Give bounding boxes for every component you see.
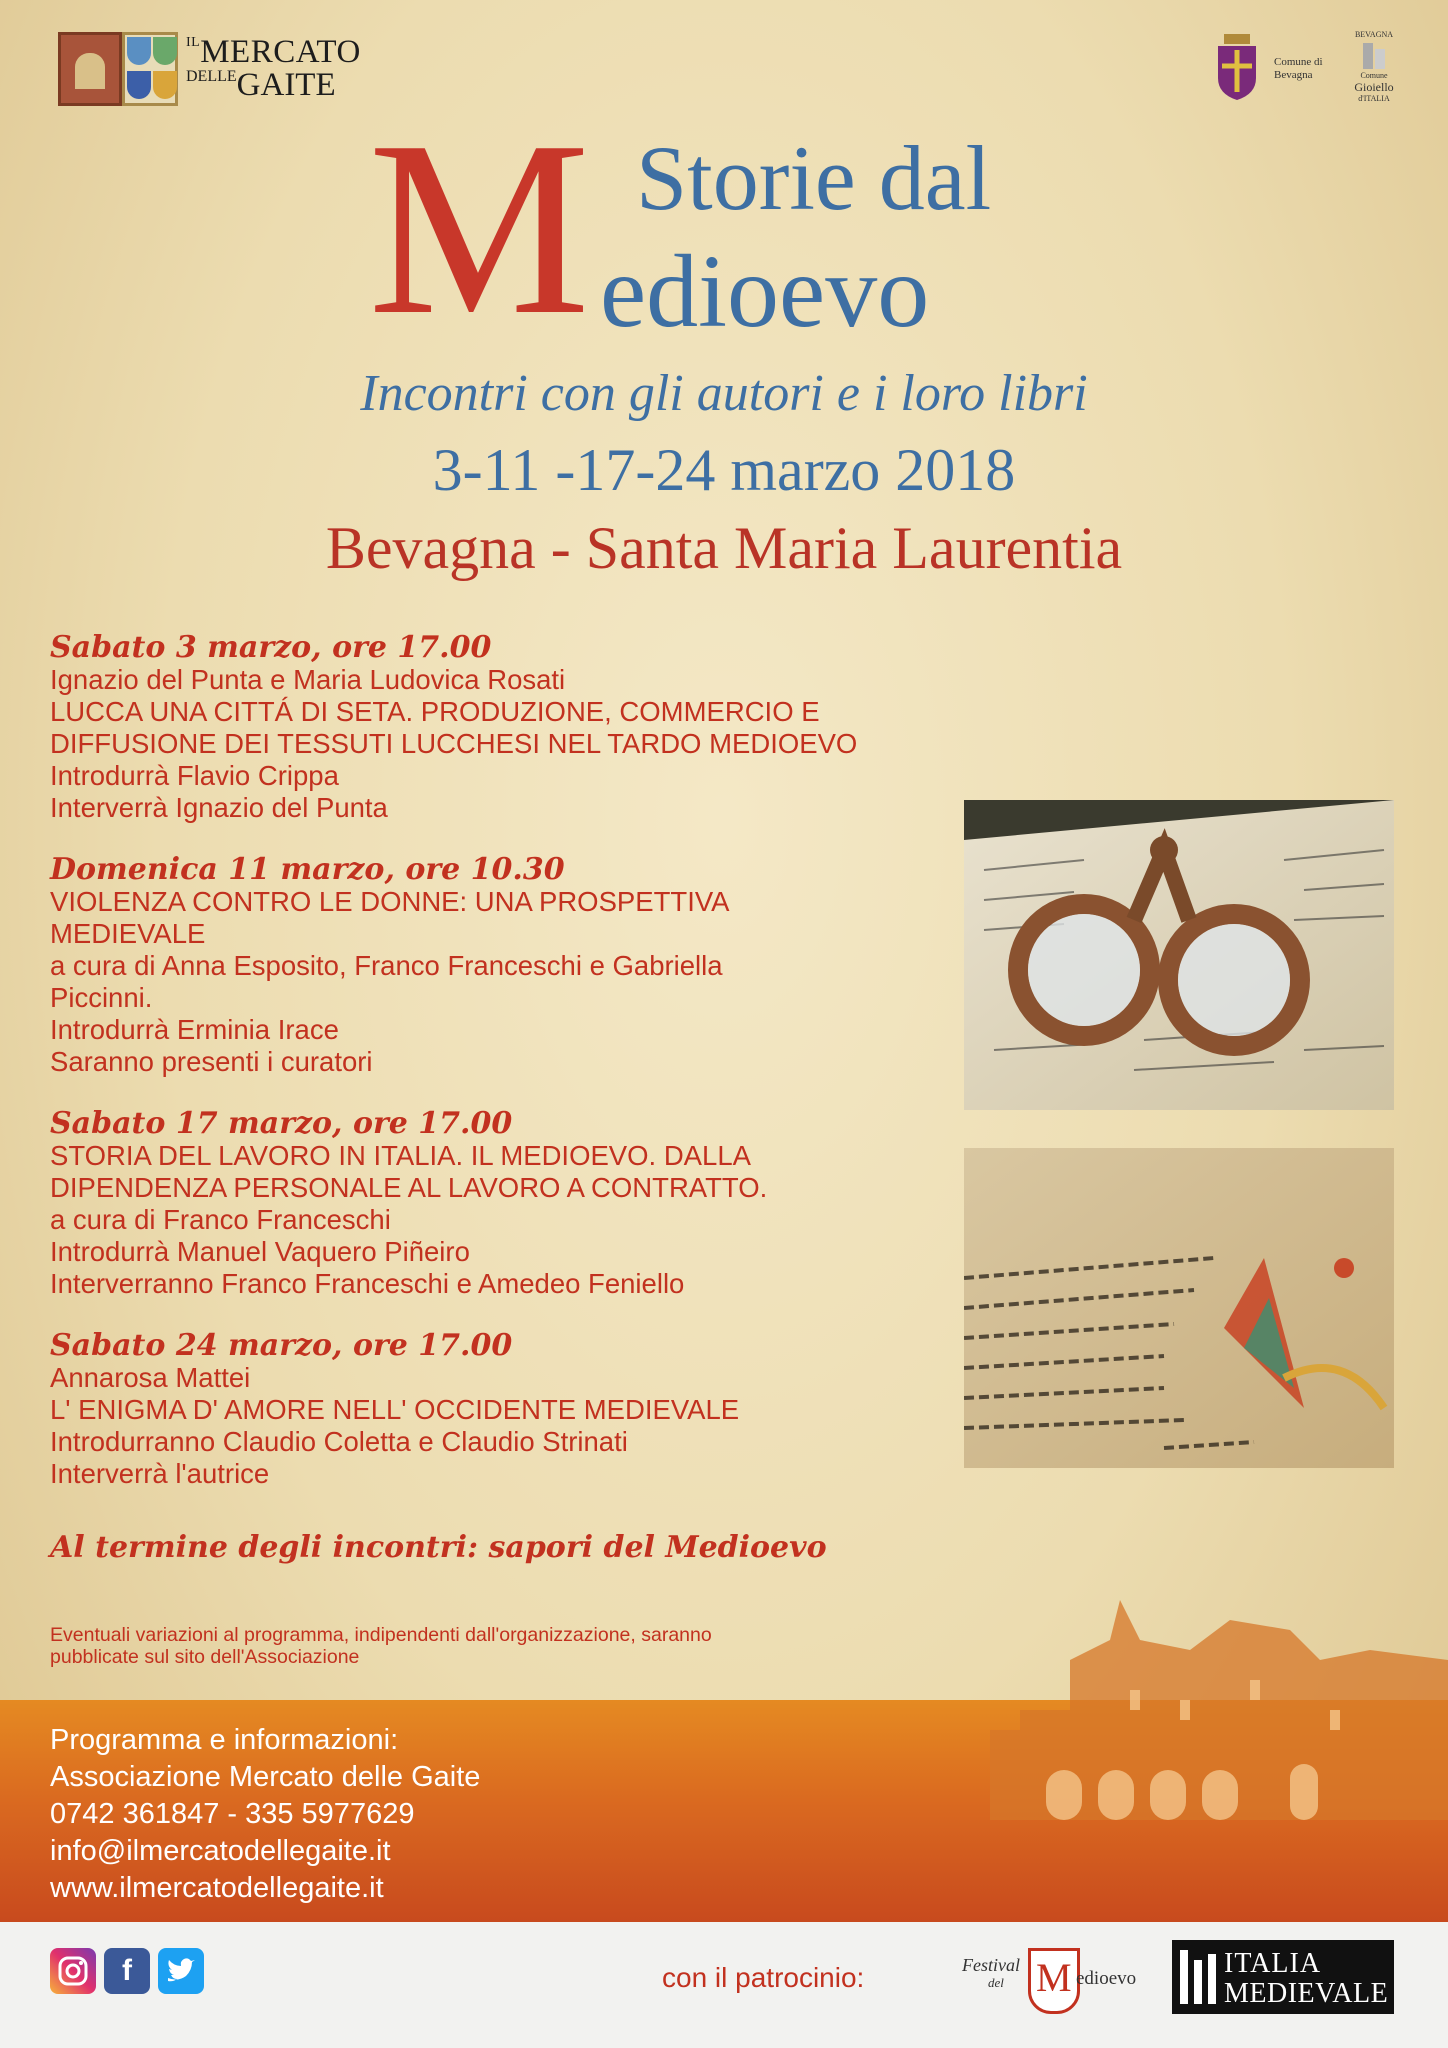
castle-emblem-icon	[58, 32, 122, 106]
event-heading: Sabato 17 marzo, ore 17.00	[50, 1106, 513, 1141]
comune-line1: Comune di	[1274, 56, 1323, 68]
event-line: Interverrà Ignazio del Punta	[50, 792, 388, 823]
event-line: Introdurrà Manuel Vaquero Piñeiro	[50, 1236, 470, 1267]
event-2	[50, 854, 950, 1078]
event-line: Introdurranno Claudio Coletta e Claudio Strinati	[50, 1426, 628, 1457]
event-line: Introdurrà Erminia Irace	[50, 1014, 339, 1045]
twitter-icon[interactable]	[158, 1948, 204, 1994]
info-email-link[interactable]: info@ilmercatodellegaite.it	[50, 1835, 391, 1867]
comune-label	[1274, 56, 1323, 82]
closing-note: Al termine degli incontri: sapori del Medioevo	[50, 1530, 827, 1565]
disclaimer-line: pubblicate sul sito dell'Associazione	[50, 1646, 360, 1668]
event-place: Bevagna - Santa Maria Laurentia	[325, 515, 1123, 581]
event-line: Interverranno Franco Franceschi e Amedeo Feniello	[50, 1268, 685, 1299]
spectacles-photo	[964, 800, 1394, 1110]
event-line: Piccinni.	[50, 982, 153, 1013]
italia-word: ITALIA	[1224, 1948, 1322, 1979]
event-line: Annarosa Mattei	[50, 1362, 251, 1393]
event-line: Introdurrà Flavio Crippa	[50, 760, 339, 791]
patrocinio-label: con il patrocinio:	[662, 1962, 865, 1993]
mercato-delle-gaite-logo	[58, 32, 361, 110]
gioiello-line3: d'ITALIA	[1358, 94, 1390, 104]
info-website-link[interactable]: www.ilmercatodellegaite.it	[50, 1872, 384, 1904]
event-line: Saranno presenti i curatori	[50, 1046, 373, 1077]
event-line: DIFFUSIONE DEI TESSUTI LUCCHESI NEL TARDO MEDIOEVO	[50, 728, 858, 759]
festival-medioevo-word: edioevo	[1076, 1968, 1137, 1989]
disclaimer	[50, 1624, 950, 1668]
event-3	[50, 1108, 950, 1300]
event-line: Ignazio del Punta e Maria Ludovica Rosati	[50, 664, 566, 695]
logo-word-gaite: GAITE	[236, 67, 336, 103]
tower-icon	[1359, 39, 1389, 69]
bevagna-crest-icon	[1216, 34, 1258, 100]
italia-medievale-logo	[1172, 1940, 1394, 2014]
event-dates: 3-11 -17-24 marzo 2018	[432, 437, 1016, 503]
title-initial: M	[368, 90, 591, 367]
facebook-icon[interactable]: f	[104, 1948, 150, 1994]
event-4	[50, 1330, 950, 1490]
title-line2: edioevo	[600, 234, 930, 349]
event-heading: Sabato 3 marzo, ore 17.00	[50, 630, 492, 665]
event-1	[50, 632, 950, 824]
event-line: MEDIEVALE	[50, 918, 206, 949]
event-list	[50, 632, 950, 1520]
festival-medioevo-logo	[962, 1944, 1150, 2016]
manuscript-photo	[964, 1148, 1394, 1468]
coat-of-arms-icon	[122, 32, 178, 106]
title-line1: Storie dal	[636, 127, 992, 229]
festival-initial: M	[1036, 1955, 1072, 2000]
contact-info	[50, 1722, 480, 1907]
comune-line2: Bevagna	[1274, 69, 1313, 82]
event-line: DIPENDENZA PERSONALE AL LAVORO A CONTRATTO.	[50, 1172, 768, 1203]
tower-icon	[1180, 1950, 1218, 2004]
info-organization: Associazione Mercato delle Gaite	[50, 1761, 481, 1793]
event-line: Interverrà l'autrice	[50, 1458, 270, 1489]
event-line: LUCCA UNA CITTÁ DI SETA. PRODUZIONE, COMMERCIO E	[50, 696, 820, 727]
event-line: VIOLENZA CONTRO LE DONNE: UNA PROSPETTIVA	[50, 886, 730, 917]
gioiello-line2: Gioiello	[1354, 79, 1394, 94]
logo-word-mercato: MERCATO	[200, 34, 361, 70]
gioiello-italia-logo	[1346, 30, 1402, 110]
disclaimer-line: Eventuali variazioni al programma, indipendenti dall'organizzazione, saranno	[50, 1624, 712, 1646]
info-heading: Programma e informazioni:	[50, 1724, 399, 1756]
festival-del: del	[988, 1975, 1004, 1990]
comune-bevagna-logo	[1216, 30, 1406, 110]
event-line: STORIA DEL LAVORO IN ITALIA. IL MEDIOEVO. DALLA	[50, 1140, 751, 1171]
info-phone[interactable]: 0742 361847 - 335 5977629	[50, 1798, 415, 1830]
logo-wordmark	[186, 36, 361, 102]
logo-prefix: IL	[186, 35, 201, 50]
event-heading: Domenica 11 marzo, ore 10.30	[50, 852, 565, 887]
gioiello-line1: Comune	[1360, 71, 1388, 81]
instagram-icon[interactable]	[50, 1948, 96, 1994]
event-line: a cura di Franco Franceschi	[50, 1204, 391, 1235]
logo-word-delle: DELLE	[186, 68, 237, 85]
medievale-word: MEDIEVALE	[1224, 1978, 1389, 2009]
event-line: L' ENIGMA D' AMORE NELL' OCCIDENTE MEDIEVALE	[50, 1394, 740, 1425]
subtitle: Incontri con gli autori e i loro libri	[360, 365, 1088, 422]
event-heading: Sabato 24 marzo, ore 17.00	[50, 1328, 513, 1363]
festival-word: Festival	[962, 1955, 1020, 1975]
castle-silhouette-icon	[990, 1600, 1448, 1820]
event-line: a cura di Anna Esposito, Franco Franceschi e Gabriella	[50, 950, 723, 981]
gioiello-top: BEVAGNA	[1354, 30, 1394, 39]
